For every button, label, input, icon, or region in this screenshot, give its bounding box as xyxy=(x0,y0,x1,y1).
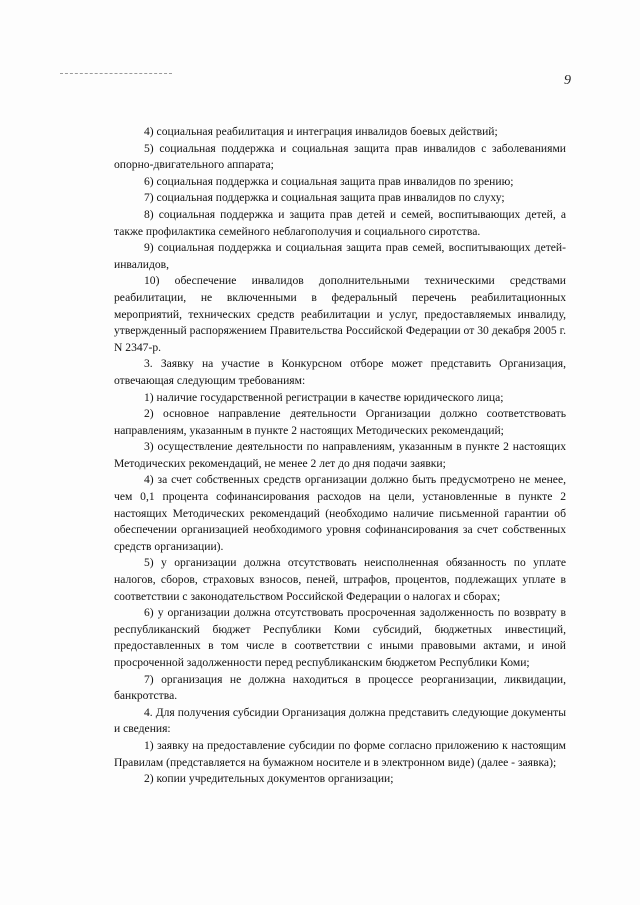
section-3-intro: 3. Заявку на участие в Конкурсном отборе может представить Организация, отвечающая следующим требованиям: xyxy=(114,357,566,387)
scan-artifact-line xyxy=(60,73,172,74)
requirement-5: 5) у организации должна отсутствовать неисполненная обязанность по уплате налогов, сборов, страховых взносов, пеней, штрафов, процентов, подлежащих уплате в соответствии с законодательством Российской Федерации о налогах и сборах; xyxy=(114,556,566,603)
paragraph-item-7: 7) социальная поддержка и социальная защита прав инвалидов по слуху; xyxy=(144,191,505,205)
requirement-1: 1) наличие государственной регистрации в качестве юридического лица; xyxy=(144,390,504,404)
document-body xyxy=(114,124,566,788)
requirement-3: 3) осуществление деятельности по направлениям, указанным в пункте 2 настоящих Методических рекомендаций, не менее 2 лет до дня подачи заявки; xyxy=(114,440,566,470)
paragraph-item-10: 10) обеспечение инвалидов дополнительными техническими средствами реабилитации, не включенными в федеральный перечень реабилитационных мероприятий, технических средств реабилитации и услуг, предоставляемых инвалиду, утвержденный распоряжением Правительства Российской Федерации от 30 декабря 2005 г. N 2347-р. xyxy=(114,274,566,354)
paragraph-item-6: 6) социальная поддержка и социальная защита прав инвалидов по зрению; xyxy=(144,174,514,188)
paragraph-item-8: 8) социальная поддержка и защита прав детей и семей, воспитывающих детей, а также профилактика семейного неблагополучия и социального сиротства. xyxy=(114,207,566,238)
requirement-7: 7) организация не должна находиться в процессе реорганизации, ликвидации, банкротства. xyxy=(114,672,566,703)
paragraph-item-9: 9) социальная поддержка и социальная защита прав семей, воспитывающих детей-инвалидов, xyxy=(114,241,566,271)
requirement-6: 6) у организации должна отсутствовать просроченная задолженность по возврату в республиканский бюджет Республики Коми субсидий, бюджетных инвестиций, предоставленных в том числе в соответствии с иными правовыми актами, и иной просроченной задолженности перед республиканским бюджетом Республики Коми; xyxy=(114,606,566,669)
document-item-1: 1) заявку на предоставление субсидии по форме согласно приложению к настоящим Правилам (представляется на бумажном носителе и в электронном виде) (далее - заявка); xyxy=(114,738,566,769)
paragraph-item-4: 4) социальная реабилитация и интеграция инвалидов боевых действий; xyxy=(144,125,498,138)
page-number: 9 xyxy=(564,73,571,88)
requirement-2: 2) основное направление деятельности Организации должно соответствовать направлениям, указанным в пункте 2 настоящих Методических рекомендаций; xyxy=(114,407,566,437)
requirement-4: 4) за счет собственных средств организации должно быть предусмотрено не менее, чем 0,1 процента софинансирования расходов на цели, установленные в пункте 2 настоящих Методических рекомендаций (необходимо наличие письменной гарантии об обеспечении организацией необходимого уровня софинансирования за счет собственных средств организации). xyxy=(114,473,566,553)
paragraph-item-5: 5) социальная поддержка и социальная защита прав инвалидов с заболеваниями опорно-двигательного аппарата; xyxy=(114,141,566,172)
document-item-2: 2) копии учредительных документов организации; xyxy=(144,772,394,786)
section-4-intro: 4. Для получения субсидии Организация должна представить следующие документы и сведения: xyxy=(114,705,566,736)
